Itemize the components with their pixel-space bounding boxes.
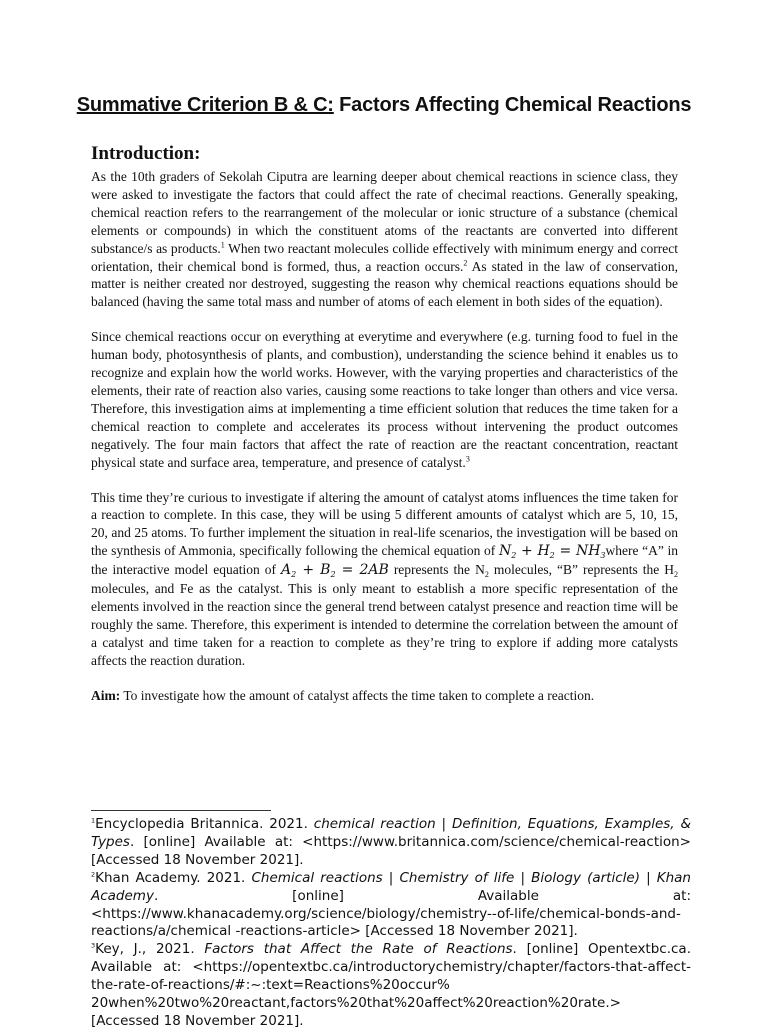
- eq-a: A: [281, 562, 292, 579]
- eq-b-sub: 2: [330, 570, 336, 580]
- introduction-heading: Introduction:: [91, 143, 201, 164]
- eq-equals: =: [554, 543, 576, 560]
- footnote-3: [91, 941, 691, 1031]
- intro-paragraph-2: [91, 328, 678, 471]
- eq-nh: NH: [575, 543, 601, 560]
- p3-text-e: molecules, and Fe as the catalyst. This is only meant to establish a more specific representation of the elements involved in the reaction since the general trend between catalyst presence and reaction time will be roughly the same. Therefore, this experiment is intended to determine the correlation between the amount of a catalyst and time taken for a reaction to complete as they’re tring to explore if adding more catalysts affects the reaction duration.: [91, 581, 678, 668]
- p2-text-a: Since chemical reactions occur on everything at everytime and everywhere (e.g. turning food to fuel in the human body, photosynthesis of plants, and combustion), understanding the science behind it enables us to recognize and explain how the world works. However, with the varying properties and characteristics of the elements, their rate of reaction also varies, causing some reactions to take longer than others and vice versa. Therefore, this investigation aims at implementing a time efficient solution that reduces the time taken for a chemical reaction to complete and accelerates its process without intervening the product outcomes negatively. The four main factors that affect the rate of reaction are the reactant concentration, reactant physical state and surface area, temperature, and presence of catalyst.: [91, 329, 678, 470]
- footnote-1: [91, 816, 691, 870]
- footnote-author: Encyclopedia Britannica. 2021.: [95, 816, 314, 832]
- footnote-source-title: chemical reaction | Definition, Equations, Examples, & Types: [91, 816, 691, 850]
- footnote-link-text[interactable]: . [online] Available at: <https://www.britannica.com/science/chemical-reaction> [Accessed 18 November 2021].: [91, 833, 691, 868]
- model-equation: [281, 562, 389, 578]
- intro-paragraph-3: [91, 489, 678, 670]
- eq-equals-2: =: [335, 562, 360, 579]
- ammonia-equation: [499, 543, 606, 559]
- eq-nh-sub: 3: [600, 551, 606, 561]
- eq-plus-2: +: [296, 562, 321, 579]
- title-topic: Factors Affecting Chemical Reactions: [333, 94, 692, 116]
- footnote-ref-2[interactable]: 2: [463, 258, 468, 268]
- p3-text-c: represents the N: [388, 562, 485, 578]
- p3-text-a: This time they’re curious to investigate if altering the amount of catalyst atoms influences the time taken for a reaction to complete. In this case, they will be using 5 different amounts of catalyst which are 5, 10, 15, 20, and 25 atoms. To further implement the situation in real-life scenarios, the investigation will be based on the synthesis of Ammonia, specifically following the chemical equation of: [91, 489, 678, 559]
- main-content: [91, 143, 678, 721]
- eq-b: B: [320, 562, 331, 579]
- eq-h-sub: 2: [549, 551, 555, 561]
- p1-text-b: When two reactant molecules collide effectively with minimum energy and correct orientation, their chemical bond is formed, thus, a reaction occurs.: [91, 240, 678, 274]
- footnote-link-text[interactable]: . [online] Available at: <https://www.khanacademy.org/science/biology/chemistry--of-life/chemical-bonds-and-reactions/a/chemical -reactions-article> [Accessed 18 November 2021].: [91, 887, 691, 940]
- eq-plus: +: [516, 543, 538, 560]
- eq-n-sub: 2: [511, 551, 517, 561]
- aim-text: To investigate how the amount of catalyst affects the time taken to complete a reaction.: [120, 687, 595, 703]
- eq-a-sub: 2: [291, 570, 297, 580]
- footnote-author: Khan Academy. 2021.: [95, 869, 252, 886]
- footnote-number: 3: [91, 941, 96, 950]
- footnote-source-title: Chemical reactions | Chemistry of life | Biology (article) | Khan Academy: [91, 869, 691, 904]
- footnote-link-text[interactable]: . [online] Opentextbc.ca. Available at: <https://opentextbc.ca/introductorychemistry/chapter/factors-that-affect-the-rate-of-reactions/#:~:text=Reactions%20occur% 20when%20two%20reactant,factors%20that%20affect%20reaction%20rate.> [Accessed 18 November 2021].: [91, 941, 691, 1029]
- footnotes: [91, 816, 691, 1031]
- title-criterion: Summative Criterion B & C:: [76, 94, 334, 116]
- footnote-author: Key, J., 2021.: [95, 941, 205, 958]
- aim-statement: [91, 687, 678, 705]
- aim-label: Aim:: [91, 687, 121, 703]
- p3-text-b: where “A” in the interactive model equation of: [91, 543, 678, 578]
- eq-rhs: 2AB: [359, 562, 389, 579]
- footnote-divider: [91, 810, 271, 811]
- p1-text-a: As the 10th graders of Sekolah Ciputra are learning deeper about chemical reactions in science class, they were asked to investigate the factors that could affect the rate of checimal reactions. Generally speaking, chemical reaction refers to the rearrangement of the molecular or ionic structure of a substance (chemical elements or compounds) in which the constituent atoms of the reactants are converted into different substance/s as products.: [91, 169, 678, 256]
- p1-text-c: As stated in the law of conservation, matter is neither created nor destroyed, suggesting the reason why chemical reactions equations should be balanced (having the same total mass and number of atoms of each element in both sides of the equation).: [91, 258, 678, 310]
- n2-sub: 2: [484, 570, 489, 580]
- document-title: [40, 94, 728, 117]
- footnote-ref-3[interactable]: 3: [465, 454, 470, 464]
- p3-text-d: molecules, “B” represents the H: [488, 562, 674, 578]
- intro-paragraph-1: [91, 168, 678, 311]
- footnote-number: 1: [91, 816, 96, 825]
- footnote-2: [91, 870, 691, 942]
- footnote-source-title: Factors that Affect the Rate of Reactions: [204, 941, 513, 958]
- footnote-ref-1[interactable]: 1: [220, 240, 225, 250]
- eq-h: H: [537, 543, 550, 560]
- eq-n: N: [498, 543, 512, 560]
- footnote-number: 2: [91, 870, 96, 879]
- h2-sub: 2: [674, 570, 678, 580]
